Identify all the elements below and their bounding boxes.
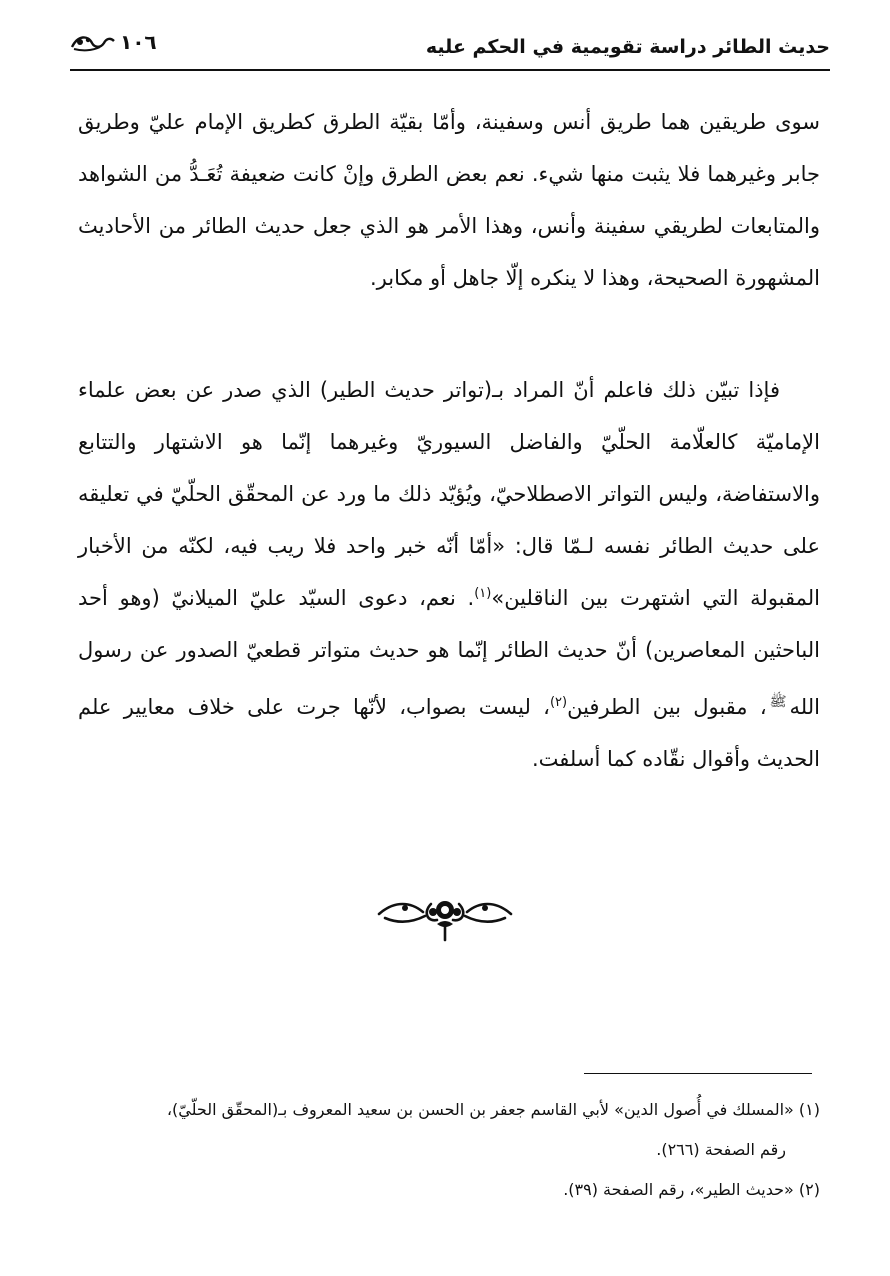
footnote-2-text: «حديث الطير»، رقم الصفحة (٣٩). bbox=[563, 1180, 794, 1199]
section-end-ornament-icon bbox=[375, 890, 515, 942]
footnote-1-text: «المسلك في أُصول الدين» لأبي القاسم جعفر بن الحسن بن سعيد المعروف بـ(المحقّق الحلّيّ)، bbox=[166, 1100, 794, 1119]
paragraph-2-part-d: ، ليست بصواب، لأنّها جرت على خلاف معايير علم الحديث وأقوال نقّاده كما أسلفت. bbox=[78, 695, 820, 771]
header-divider bbox=[70, 69, 830, 71]
footnote-1-continuation: رقم الصفحة (٢٦٦). bbox=[656, 1140, 786, 1159]
footnote-2 bbox=[78, 1170, 820, 1210]
paragraph-2-part-a: فإذا تبيّن ذلك فاعلم أنّ المراد بـ(تواتر حديث الطير) الذي صدر عن بعض علماء الإماميّة كالعلّامة الحلّيّ والفاضل السيوريّ وغيرهما إنّما هو الاشتهار والتتابع والاستفاضة، وليس التواتر الاصطلاحيّ، ويُؤيّد ذلك ما ورد عن المحقّق الحلّيّ في تعليقه على حديث الطائر نفسه لـمّا قال: «أمّا أنّه خبر واحد فلا ريب فيه، لكنّه من الأخبار المقبولة التي اشتهرت بين الناقلين» bbox=[78, 378, 821, 610]
footnote-1 bbox=[78, 1090, 820, 1170]
paragraph-2-part-c: ، مقبول بين الطرفين bbox=[567, 695, 767, 719]
running-header bbox=[70, 30, 830, 76]
footnote-1-number: (١) bbox=[798, 1100, 820, 1119]
page-number: ١٠٦ bbox=[120, 30, 157, 54]
paragraph-1: سوى طريقين هما طريق أنس وسفينة، وأمّا بقيّة الطرق كطريق الإمام عليّ وطريق جابر وغيرهما فلا يثبت منها شيء. نعم بعض الطرق وإنْ كانت ضعيفة تُعَـدُّ من الشواهد والمتابعات لطريقي سفينة وأنس، وهذا الأمر هو الذي جعل حديث الطائر من الأحاديث المشهورة الصحيحة، وهذا لا ينكره إلّا جاهل أو مكابر. bbox=[78, 110, 820, 290]
footnote-ref-1[interactable]: (١) bbox=[474, 586, 492, 601]
footnotes-section bbox=[78, 1090, 820, 1210]
paragraph-2-part-b: . نعم، دعوى السيّد عليّ الميلانيّ (وهو أحد الباحثين المعاصرين) أنّ حديث الطائر إنّما هو حديث متواتر قطعيّ الصدور عن رسول الله bbox=[78, 586, 820, 719]
page-number-block bbox=[70, 30, 157, 54]
salawat-symbol: ﷺ bbox=[769, 694, 787, 710]
footnote-divider bbox=[584, 1073, 812, 1074]
footnote-ref-2[interactable]: (٢) bbox=[549, 695, 568, 710]
paragraph-2 bbox=[78, 364, 820, 785]
footnote-2-number: (٢) bbox=[798, 1180, 820, 1199]
header-ornament-icon bbox=[70, 31, 116, 53]
header-title: حديث الطائر دراسة تقويمية في الحكم عليه bbox=[425, 36, 830, 58]
